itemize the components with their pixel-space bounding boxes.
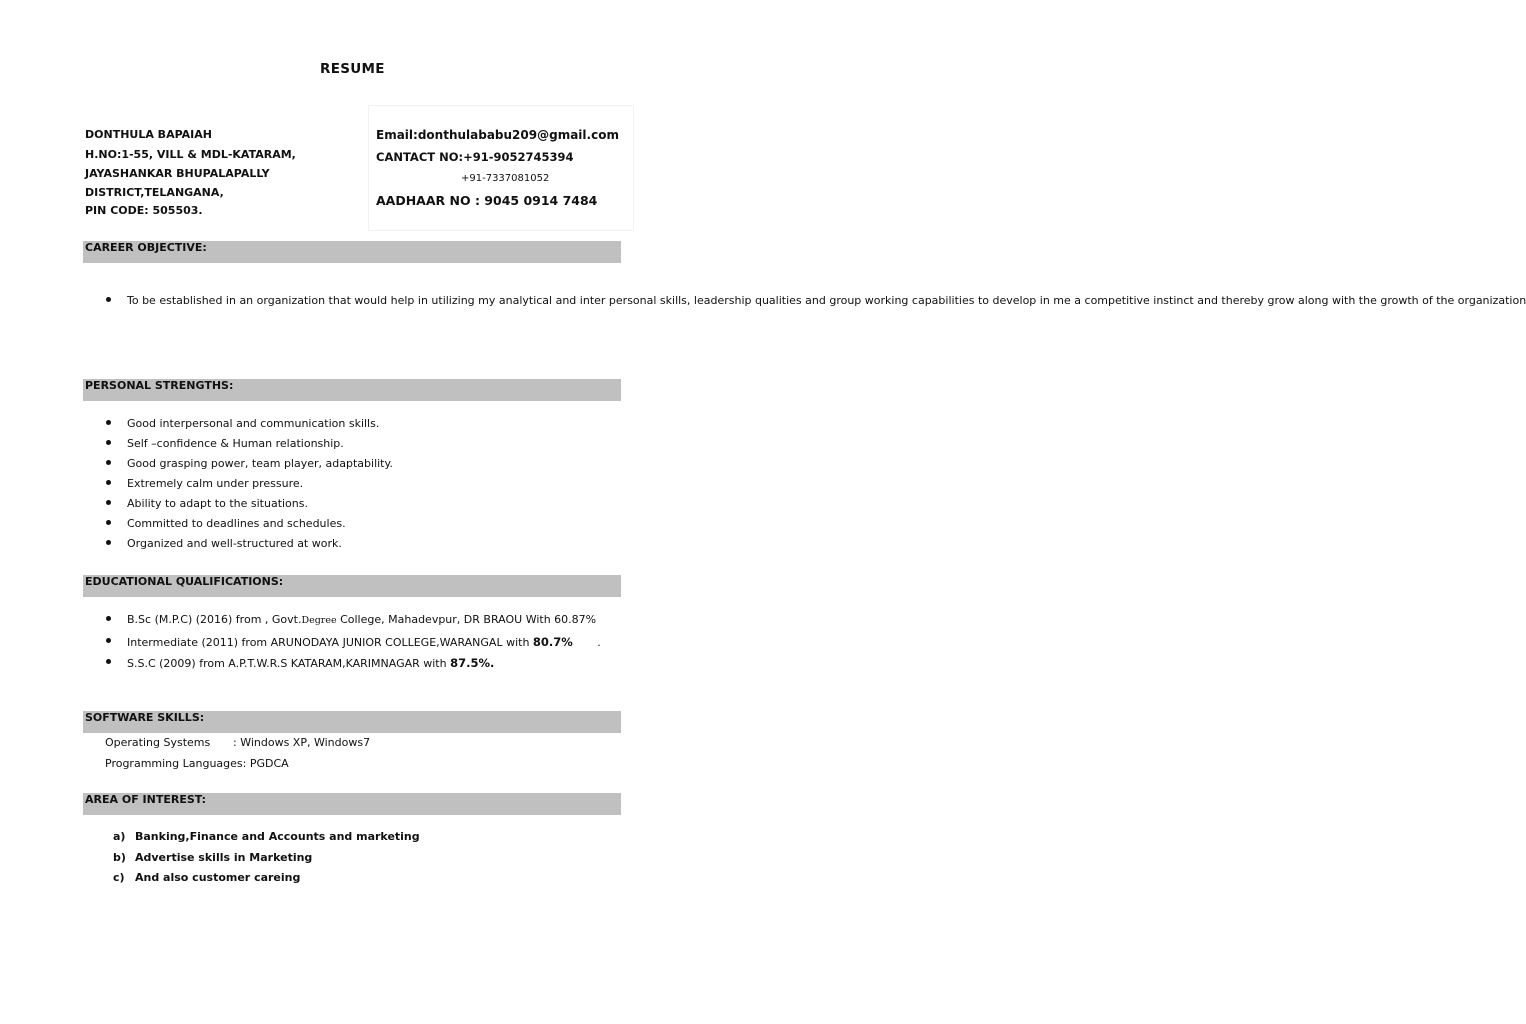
edu-percentage: 80.7% (532, 634, 573, 649)
section-header-career (83, 241, 621, 263)
career-objective-list (100, 291, 1526, 312)
strengths-list (100, 414, 393, 554)
interest-text: Banking,Finance and Accounts and marketing (135, 830, 420, 843)
section-header-interest (83, 793, 621, 815)
list-item: Committed to deadlines and schedules. (100, 514, 393, 534)
address-line: PIN CODE: 505503. (85, 203, 203, 217)
list-item: Good interpersonal and communication skills. (100, 414, 393, 434)
list-item (100, 632, 601, 654)
list-marker: b) (113, 850, 126, 864)
interest-list (113, 827, 420, 889)
list-item: Organized and well-structured at work. (100, 534, 393, 554)
list-item (100, 653, 601, 675)
edu-text: College, Mahadevpur, DR BRAOU With 60.87% (336, 613, 597, 626)
list-item: To be established in an organization that would help in utilizing my analytical and inter personal skills, leadership qualities and group working capabilities to develop in me a competitive instinct and thereby grow along with the growth of the organization (100, 291, 603, 312)
list-item: Ability to adapt to the situations. (100, 494, 393, 514)
edu-text-small: Degree (301, 615, 337, 626)
contact-box (368, 105, 634, 231)
interest-text: And also customer careing (135, 871, 301, 884)
phone-primary: CANTACT NO:+91-9052745394 (376, 150, 574, 164)
aadhaar-number: AADHAAR NO : 9045 0914 7484 (376, 193, 598, 208)
page-title: RESUME (320, 61, 385, 77)
edu-text: S.S.C (2009) from A.P.T.W.R.S KATARAM,KARIMNAGAR with (127, 657, 451, 670)
skill-label: Operating Systems (105, 736, 211, 749)
skill-row (105, 733, 371, 754)
address-line: H.NO:1-55, VILL & MDL-KATARAM, (85, 147, 296, 161)
section-title: CAREER OBJECTIVE: (85, 241, 207, 254)
list-item (113, 848, 420, 869)
phone-secondary: +91-7337081052 (461, 173, 550, 184)
section-header-software (83, 711, 621, 733)
address-line: DISTRICT,TELANGANA, (85, 185, 224, 199)
skill-row: Programming Languages: PGDCA (105, 756, 289, 770)
address-line: JAYASHANKAR BHUPALAPALLY (85, 167, 270, 180)
section-header-education (83, 575, 621, 597)
edu-text: Intermediate (2011) from ARUNODAYA JUNIOR COLLEGE,WARANGAL with (127, 635, 533, 649)
edu-text: . (572, 635, 601, 649)
section-header-strengths (83, 379, 621, 401)
list-marker: a) (113, 830, 126, 843)
edu-percentage: 87.5%. (450, 656, 495, 670)
section-title: AREA OF INTEREST: (85, 793, 207, 806)
interest-text: Advertise skills in Marketing (135, 850, 313, 864)
candidate-name: DONTHULA BAPAIAH (85, 128, 212, 141)
list-item: Extremely calm under pressure. (100, 474, 393, 494)
section-title: EDUCATIONAL QUALIFICATIONS: (85, 575, 284, 588)
skill-value: : Windows XP, Windows7 (233, 736, 371, 749)
list-item: Good grasping power, team player, adaptability. (100, 454, 393, 474)
list-item (113, 868, 420, 889)
section-title: PERSONAL STRENGTHS: (85, 379, 234, 392)
list-item: Self –confidence & Human relationship. (100, 434, 393, 454)
email-text: Email:donthulababu209@gmail.com (376, 128, 619, 142)
address-block (85, 125, 296, 219)
education-list (100, 610, 601, 675)
section-title: SOFTWARE SKILLS: (85, 711, 205, 724)
list-item (113, 827, 420, 848)
software-skills (105, 733, 371, 774)
edu-text: B.Sc (M.P.C) (2016) from , Govt. (127, 613, 302, 626)
list-item (100, 610, 601, 632)
list-marker: c) (113, 871, 125, 884)
